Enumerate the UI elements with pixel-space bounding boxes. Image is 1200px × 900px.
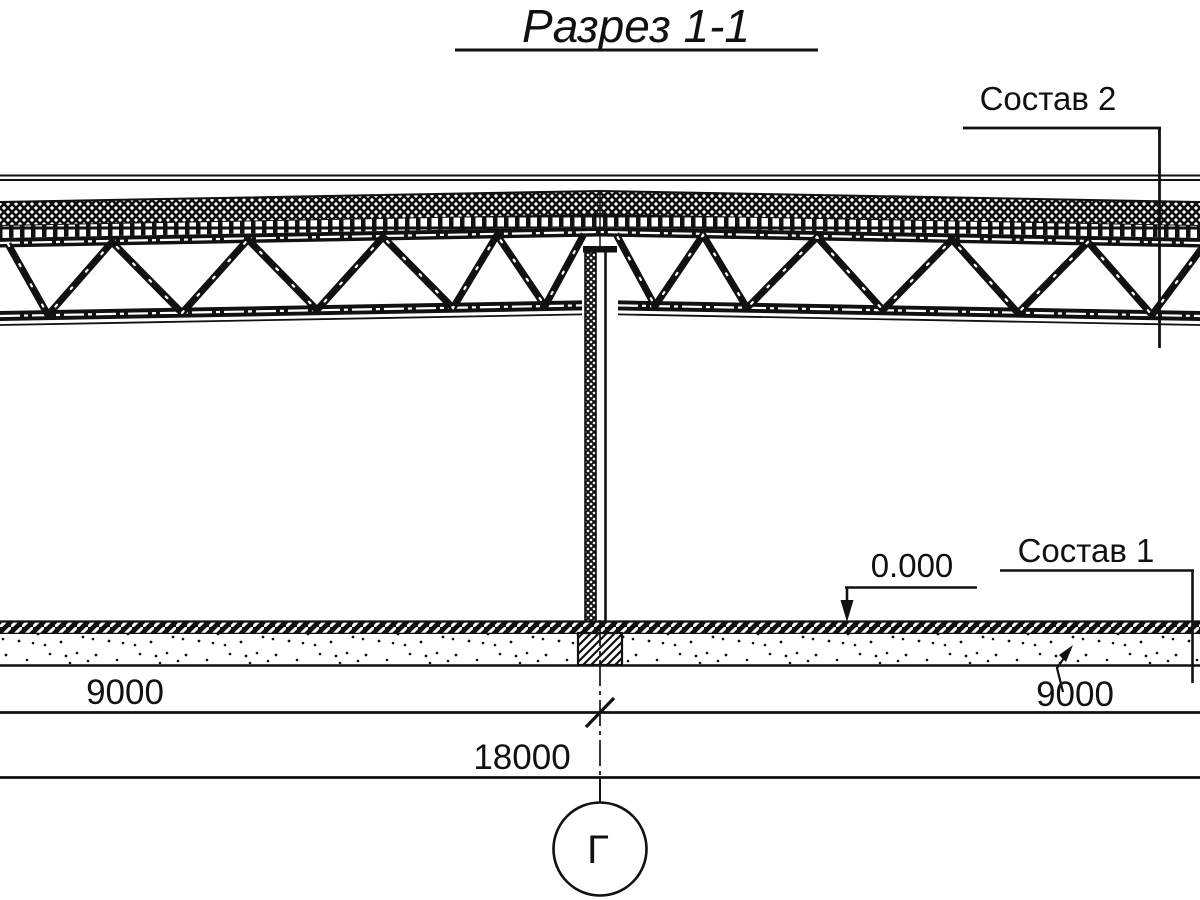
truss-right <box>616 234 1200 325</box>
composition-1-callout <box>1000 532 1194 692</box>
roof-top-edge-lines <box>0 176 1200 181</box>
drawing-title <box>455 0 818 52</box>
composition-1-label: Состав 1 <box>1017 532 1155 569</box>
elevation-value: 0.000 <box>870 547 954 584</box>
axis-bubble <box>554 803 647 896</box>
dimension-total-span: 18000 <box>473 738 571 777</box>
elevation-mark <box>841 547 978 622</box>
drawing-title-text: Разрез 1-1 <box>522 0 750 52</box>
dimension-bay-right: 9000 <box>1036 675 1114 714</box>
truss-left <box>0 234 584 325</box>
dimension-bay-left: 9000 <box>86 673 164 712</box>
center-column <box>583 191 617 622</box>
composition-2-label: Состав 2 <box>979 80 1117 117</box>
column-shaft-hatched <box>585 252 596 622</box>
elevation-arrow <box>841 600 854 622</box>
axis-letter: Г <box>587 828 609 872</box>
